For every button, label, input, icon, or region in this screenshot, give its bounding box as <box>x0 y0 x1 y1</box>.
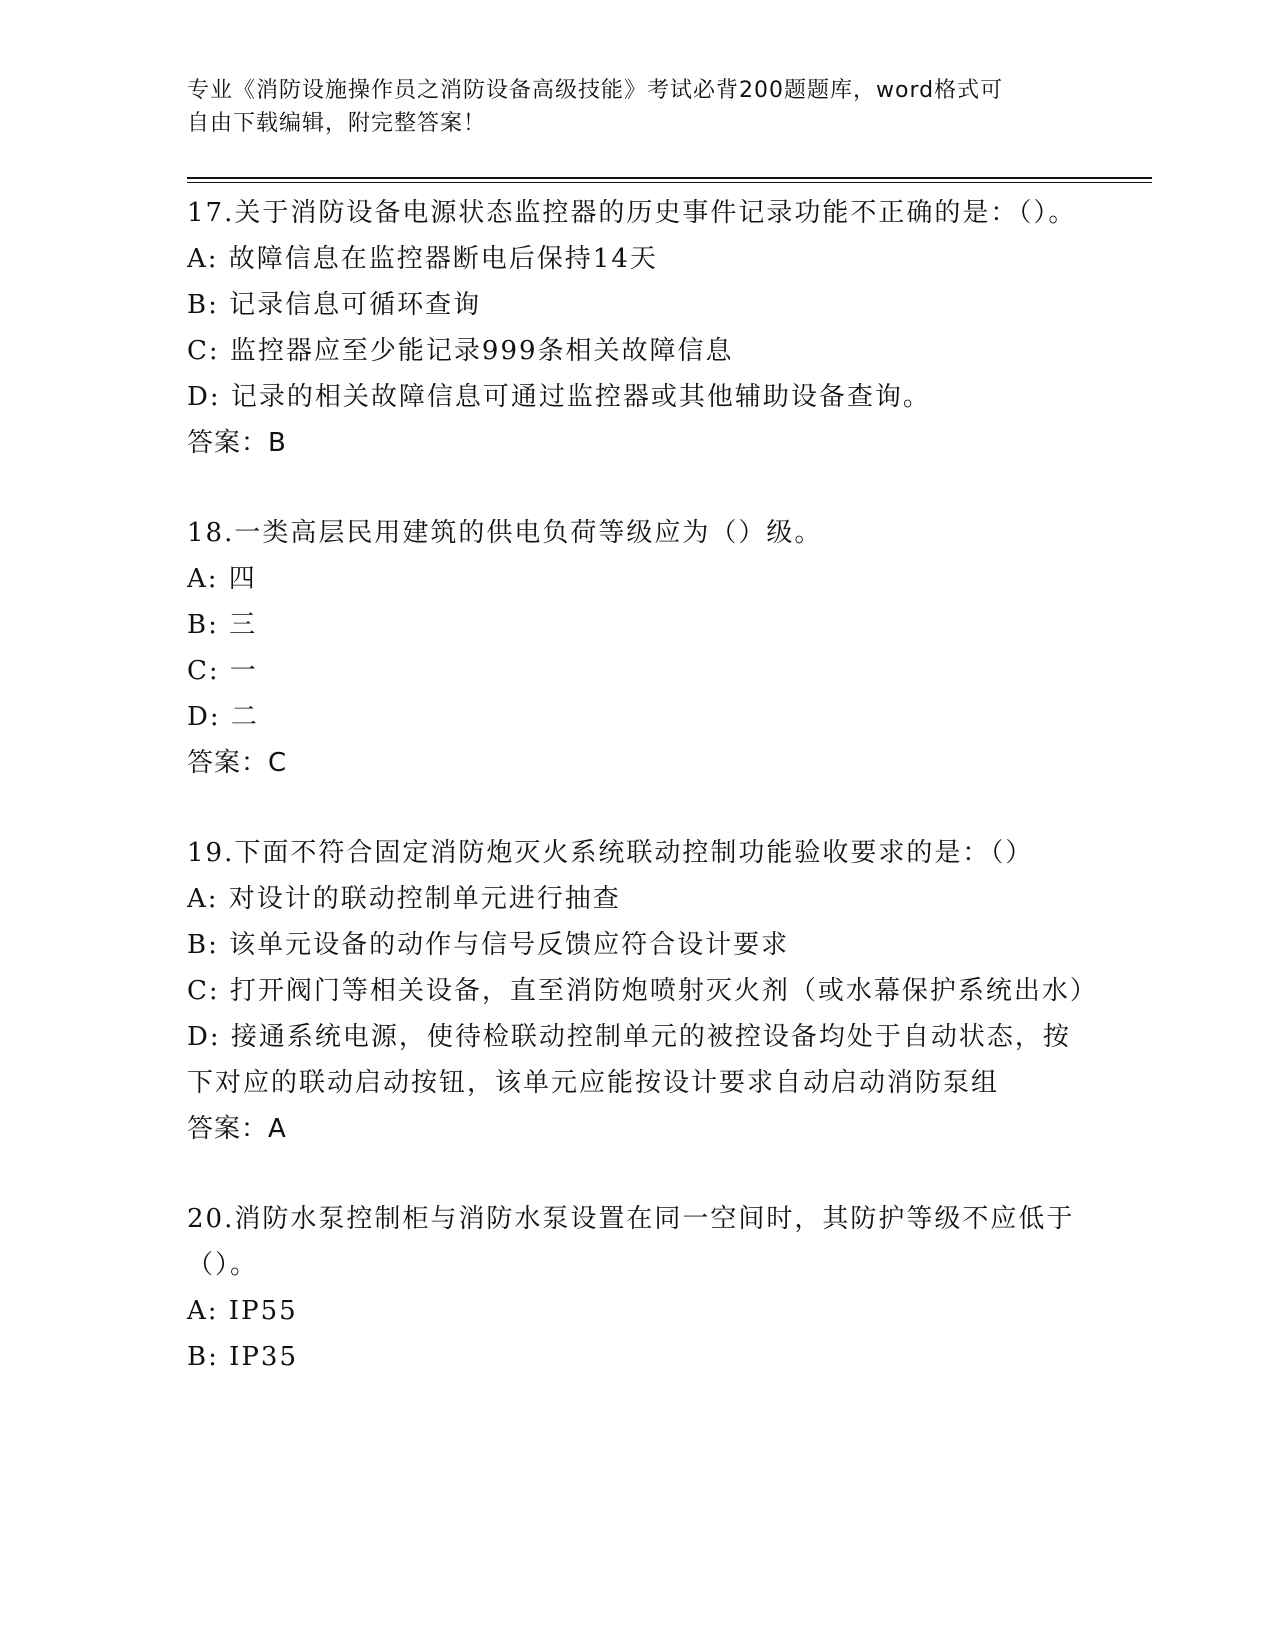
option-d: D: 记录的相关故障信息可通过监控器或其他辅助设备查询。 <box>187 382 931 412</box>
option-c: C: 打开阀门等相关设备，直至消防炮喷射灭火剂（或水幕保护系统出水） <box>187 976 1098 1006</box>
option-a: A: IP55 <box>187 1296 298 1326</box>
question-18 <box>187 510 1087 786</box>
header-line-1: 专业《消防设施操作员之消防设备高级技能》考试必背200题题库，word格式可 <box>187 78 1004 103</box>
option-c: C: 一 <box>187 656 258 686</box>
answer: 答案：A <box>187 1114 287 1144</box>
option-c: C: 监控器应至少能记录999条相关故障信息 <box>187 336 734 366</box>
option-a: A: 对设计的联动控制单元进行抽查 <box>187 884 621 914</box>
question-stem: 20.消防水泵控制柜与消防水泵设置在同一空间时，其防护等级不应低于（）。 <box>187 1204 1075 1280</box>
option-a: A: 四 <box>187 564 257 594</box>
question-stem: 17.关于消防设备电源状态监控器的历史事件记录功能不正确的是：（）。 <box>187 198 1077 228</box>
option-d: D: 接通系统电源，使待检联动控制单元的被控设备均处于自动状态，按下对应的联动启动按钮，该单元应能按设计要求自动启动消防泵组 <box>187 1022 1071 1098</box>
answer: 答案：B <box>187 428 287 458</box>
header-divider-thick <box>187 177 1152 179</box>
question-list <box>187 190 1098 1424</box>
document-header <box>187 74 1067 140</box>
option-d: D: 二 <box>187 702 259 732</box>
option-a: A: 故障信息在监控器断电后保持14天 <box>187 244 658 274</box>
option-b: B: 三 <box>187 610 258 640</box>
question-stem: 19.下面不符合固定消防炮灭火系统联动控制功能验收要求的是：（） <box>187 838 1034 868</box>
option-b: B: 该单元设备的动作与信号反馈应符合设计要求 <box>187 930 790 960</box>
question-20 <box>187 1196 1087 1380</box>
question-19 <box>187 830 1098 1152</box>
option-b: B: 记录信息可循环查询 <box>187 290 482 320</box>
header-line-2: 自由下载编辑，附完整答案！ <box>187 111 487 136</box>
question-stem: 18.一类高层民用建筑的供电负荷等级应为（）级。 <box>187 518 823 548</box>
answer: 答案：C <box>187 748 288 778</box>
header-divider-thin <box>187 182 1152 183</box>
question-17 <box>187 190 1087 466</box>
option-b: B: IP35 <box>187 1342 298 1372</box>
